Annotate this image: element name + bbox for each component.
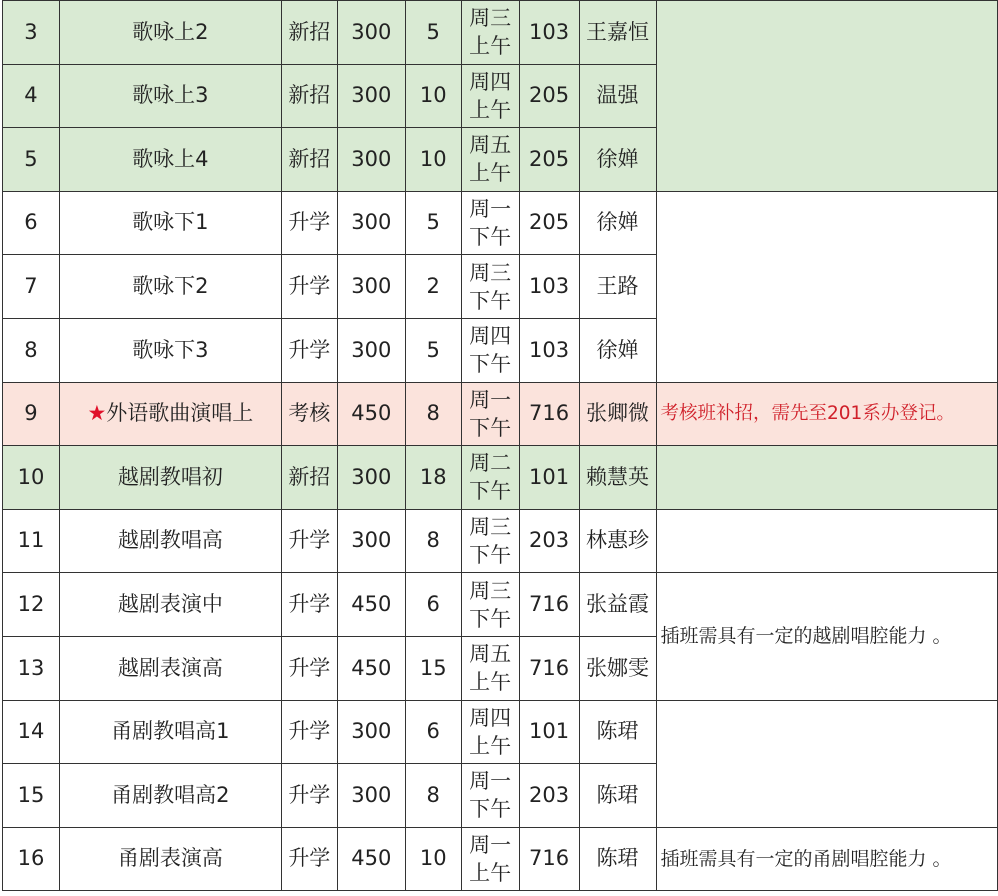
time-slot: 上午: [469, 670, 512, 695]
cell-teacher: 张益霞: [579, 573, 656, 637]
cell-number: 10: [3, 446, 60, 510]
cell-course: 歌咏上3: [59, 64, 281, 128]
cell-room: 101: [519, 446, 579, 510]
cell-type: 升学: [281, 700, 337, 764]
cell-room: 716: [519, 827, 579, 891]
cell-fee: 300: [337, 128, 405, 192]
time-slot: 下午: [469, 352, 512, 377]
table-row: [3, 446, 998, 510]
time-day: 周四: [469, 705, 512, 730]
table-row: [3, 827, 998, 891]
table-row: [3, 1, 998, 65]
cell-teacher: 赖慧英: [579, 446, 656, 510]
cell-teacher: 王路: [579, 255, 656, 319]
cell-course: 歌咏上2: [59, 1, 281, 65]
cell-course: 甬剧教唱高2: [59, 764, 281, 828]
time-day: 周三: [469, 515, 512, 540]
cell-time: [461, 636, 519, 700]
time-day: 周四: [469, 69, 512, 94]
cell-room: 203: [519, 764, 579, 828]
cell-room: 205: [519, 191, 579, 255]
cell-fee: 450: [337, 827, 405, 891]
table-row: [3, 509, 998, 573]
cell-type: 升学: [281, 827, 337, 891]
cell-time: [461, 827, 519, 891]
cell-room: 103: [519, 1, 579, 65]
cell-teacher: 张卿微: [579, 382, 656, 446]
time-slot: 上午: [469, 733, 512, 758]
cell-count: 15: [405, 636, 461, 700]
time-day: 周一: [469, 387, 512, 412]
cell-teacher: 徐婵: [579, 318, 656, 382]
cell-number: 3: [3, 1, 60, 65]
time-day: 周五: [469, 642, 512, 667]
cell-number: 12: [3, 573, 60, 637]
cell-fee: 300: [337, 700, 405, 764]
cell-number: 8: [3, 318, 60, 382]
cell-course: 甬剧表演高: [59, 827, 281, 891]
cell-room: 205: [519, 64, 579, 128]
time-day: 周一: [469, 769, 512, 794]
cell-type: 升学: [281, 764, 337, 828]
cell-count: 5: [405, 191, 461, 255]
cell-note: 考核班补招，需先至201系办登记。: [656, 382, 997, 446]
cell-fee: 450: [337, 636, 405, 700]
cell-course: 越剧教唱高: [59, 509, 281, 573]
table-row: [3, 700, 998, 764]
cell-count: 10: [405, 128, 461, 192]
cell-teacher: 陈珺: [579, 827, 656, 891]
cell-room: 205: [519, 128, 579, 192]
cell-number: 11: [3, 509, 60, 573]
time-day: 周三: [469, 6, 512, 31]
cell-teacher: 温强: [579, 64, 656, 128]
cell-type: 考核: [281, 382, 337, 446]
time-slot: 下午: [469, 797, 512, 822]
cell-count: 2: [405, 255, 461, 319]
time-slot: 下午: [469, 288, 512, 313]
time-slot: 下午: [469, 225, 512, 250]
table-row: [3, 382, 998, 446]
cell-time: [461, 64, 519, 128]
cell-time: [461, 191, 519, 255]
cell-number: 4: [3, 64, 60, 128]
cell-note-empty: [656, 509, 997, 573]
course-name: 外语歌曲演唱上: [106, 401, 254, 426]
time-slot: 下午: [469, 543, 512, 568]
cell-room: 103: [519, 318, 579, 382]
cell-course: 越剧教唱初: [59, 446, 281, 510]
cell-course: 歌咏下3: [59, 318, 281, 382]
cell-fee: 300: [337, 318, 405, 382]
cell-fee: 300: [337, 191, 405, 255]
cell-type: 升学: [281, 509, 337, 573]
cell-course: 歌咏上4: [59, 128, 281, 192]
time-day: 周二: [469, 451, 512, 476]
cell-time: [461, 509, 519, 573]
cell-number: 6: [3, 191, 60, 255]
cell-type: 升学: [281, 255, 337, 319]
cell-type: 新招: [281, 64, 337, 128]
cell-room: 716: [519, 573, 579, 637]
course-table: [2, 0, 998, 891]
cell-teacher: 徐婵: [579, 191, 656, 255]
cell-room: 203: [519, 509, 579, 573]
time-slot: 下午: [469, 415, 512, 440]
cell-number: 7: [3, 255, 60, 319]
cell-type: 升学: [281, 191, 337, 255]
cell-count: 6: [405, 700, 461, 764]
cell-room: 716: [519, 382, 579, 446]
time-day: 周五: [469, 133, 512, 158]
cell-course: 越剧表演高: [59, 636, 281, 700]
cell-time: [461, 1, 519, 65]
cell-teacher: 徐婵: [579, 128, 656, 192]
cell-count: 8: [405, 382, 461, 446]
cell-fee: 450: [337, 382, 405, 446]
cell-fee: 300: [337, 446, 405, 510]
cell-number: 5: [3, 128, 60, 192]
cell-number: 15: [3, 764, 60, 828]
cell-time: [461, 382, 519, 446]
cell-type: 升学: [281, 636, 337, 700]
time-slot: 下午: [469, 606, 512, 631]
cell-time: [461, 128, 519, 192]
table-row: [3, 573, 998, 637]
cell-time: [461, 573, 519, 637]
cell-teacher: 陈珺: [579, 700, 656, 764]
cell-course: 歌咏下1: [59, 191, 281, 255]
cell-number: 9: [3, 382, 60, 446]
cell-count: 5: [405, 318, 461, 382]
time-day: 周一: [469, 197, 512, 222]
cell-note-empty: [656, 700, 997, 827]
cell-number: 13: [3, 636, 60, 700]
cell-count: 6: [405, 573, 461, 637]
cell-room: 101: [519, 700, 579, 764]
cell-number: 16: [3, 827, 60, 891]
cell-count: 18: [405, 446, 461, 510]
cell-type: 升学: [281, 318, 337, 382]
cell-fee: 450: [337, 573, 405, 637]
table-row: [3, 191, 998, 255]
cell-note-empty: [656, 191, 997, 382]
cell-fee: 300: [337, 64, 405, 128]
cell-type: 新招: [281, 446, 337, 510]
cell-teacher: 陈珺: [579, 764, 656, 828]
cell-course: 歌咏下2: [59, 255, 281, 319]
cell-note: 插班需具有一定的甬剧唱腔能力 。: [656, 827, 997, 891]
cell-number: 14: [3, 700, 60, 764]
cell-course: 越剧表演中: [59, 573, 281, 637]
cell-fee: 300: [337, 1, 405, 65]
cell-course: 甬剧教唱高1: [59, 700, 281, 764]
cell-time: [461, 764, 519, 828]
cell-time: [461, 318, 519, 382]
cell-room: 716: [519, 636, 579, 700]
time-slot: 上午: [469, 861, 512, 886]
cell-count: 5: [405, 1, 461, 65]
cell-fee: 300: [337, 764, 405, 828]
time-day: 周一: [469, 833, 512, 858]
cell-type: 新招: [281, 1, 337, 65]
cell-count: 8: [405, 509, 461, 573]
time-slot: 下午: [469, 479, 512, 504]
cell-time: [461, 255, 519, 319]
cell-count: 10: [405, 64, 461, 128]
time-slot: 上午: [469, 34, 512, 59]
cell-time: [461, 446, 519, 510]
time-day: 周三: [469, 578, 512, 603]
cell-teacher: 王嘉恒: [579, 1, 656, 65]
cell-teacher: 林惠珍: [579, 509, 656, 573]
time-day: 周三: [469, 260, 512, 285]
cell-count: 8: [405, 764, 461, 828]
star-icon: ★: [87, 401, 107, 426]
cell-room: 103: [519, 255, 579, 319]
cell-type: 新招: [281, 128, 337, 192]
cell-time: [461, 700, 519, 764]
time-slot: 上午: [469, 161, 512, 186]
cell-fee: 300: [337, 509, 405, 573]
cell-note: 插班需具有一定的越剧唱腔能力 。: [656, 573, 997, 700]
cell-type: 升学: [281, 573, 337, 637]
cell-count: 10: [405, 827, 461, 891]
time-day: 周四: [469, 324, 512, 349]
cell-note-empty: [656, 446, 997, 510]
cell-fee: 300: [337, 255, 405, 319]
cell-note-empty: [656, 1, 997, 192]
time-slot: 上午: [469, 97, 512, 122]
cell-teacher: 张娜雯: [579, 636, 656, 700]
cell-course: [59, 382, 281, 446]
